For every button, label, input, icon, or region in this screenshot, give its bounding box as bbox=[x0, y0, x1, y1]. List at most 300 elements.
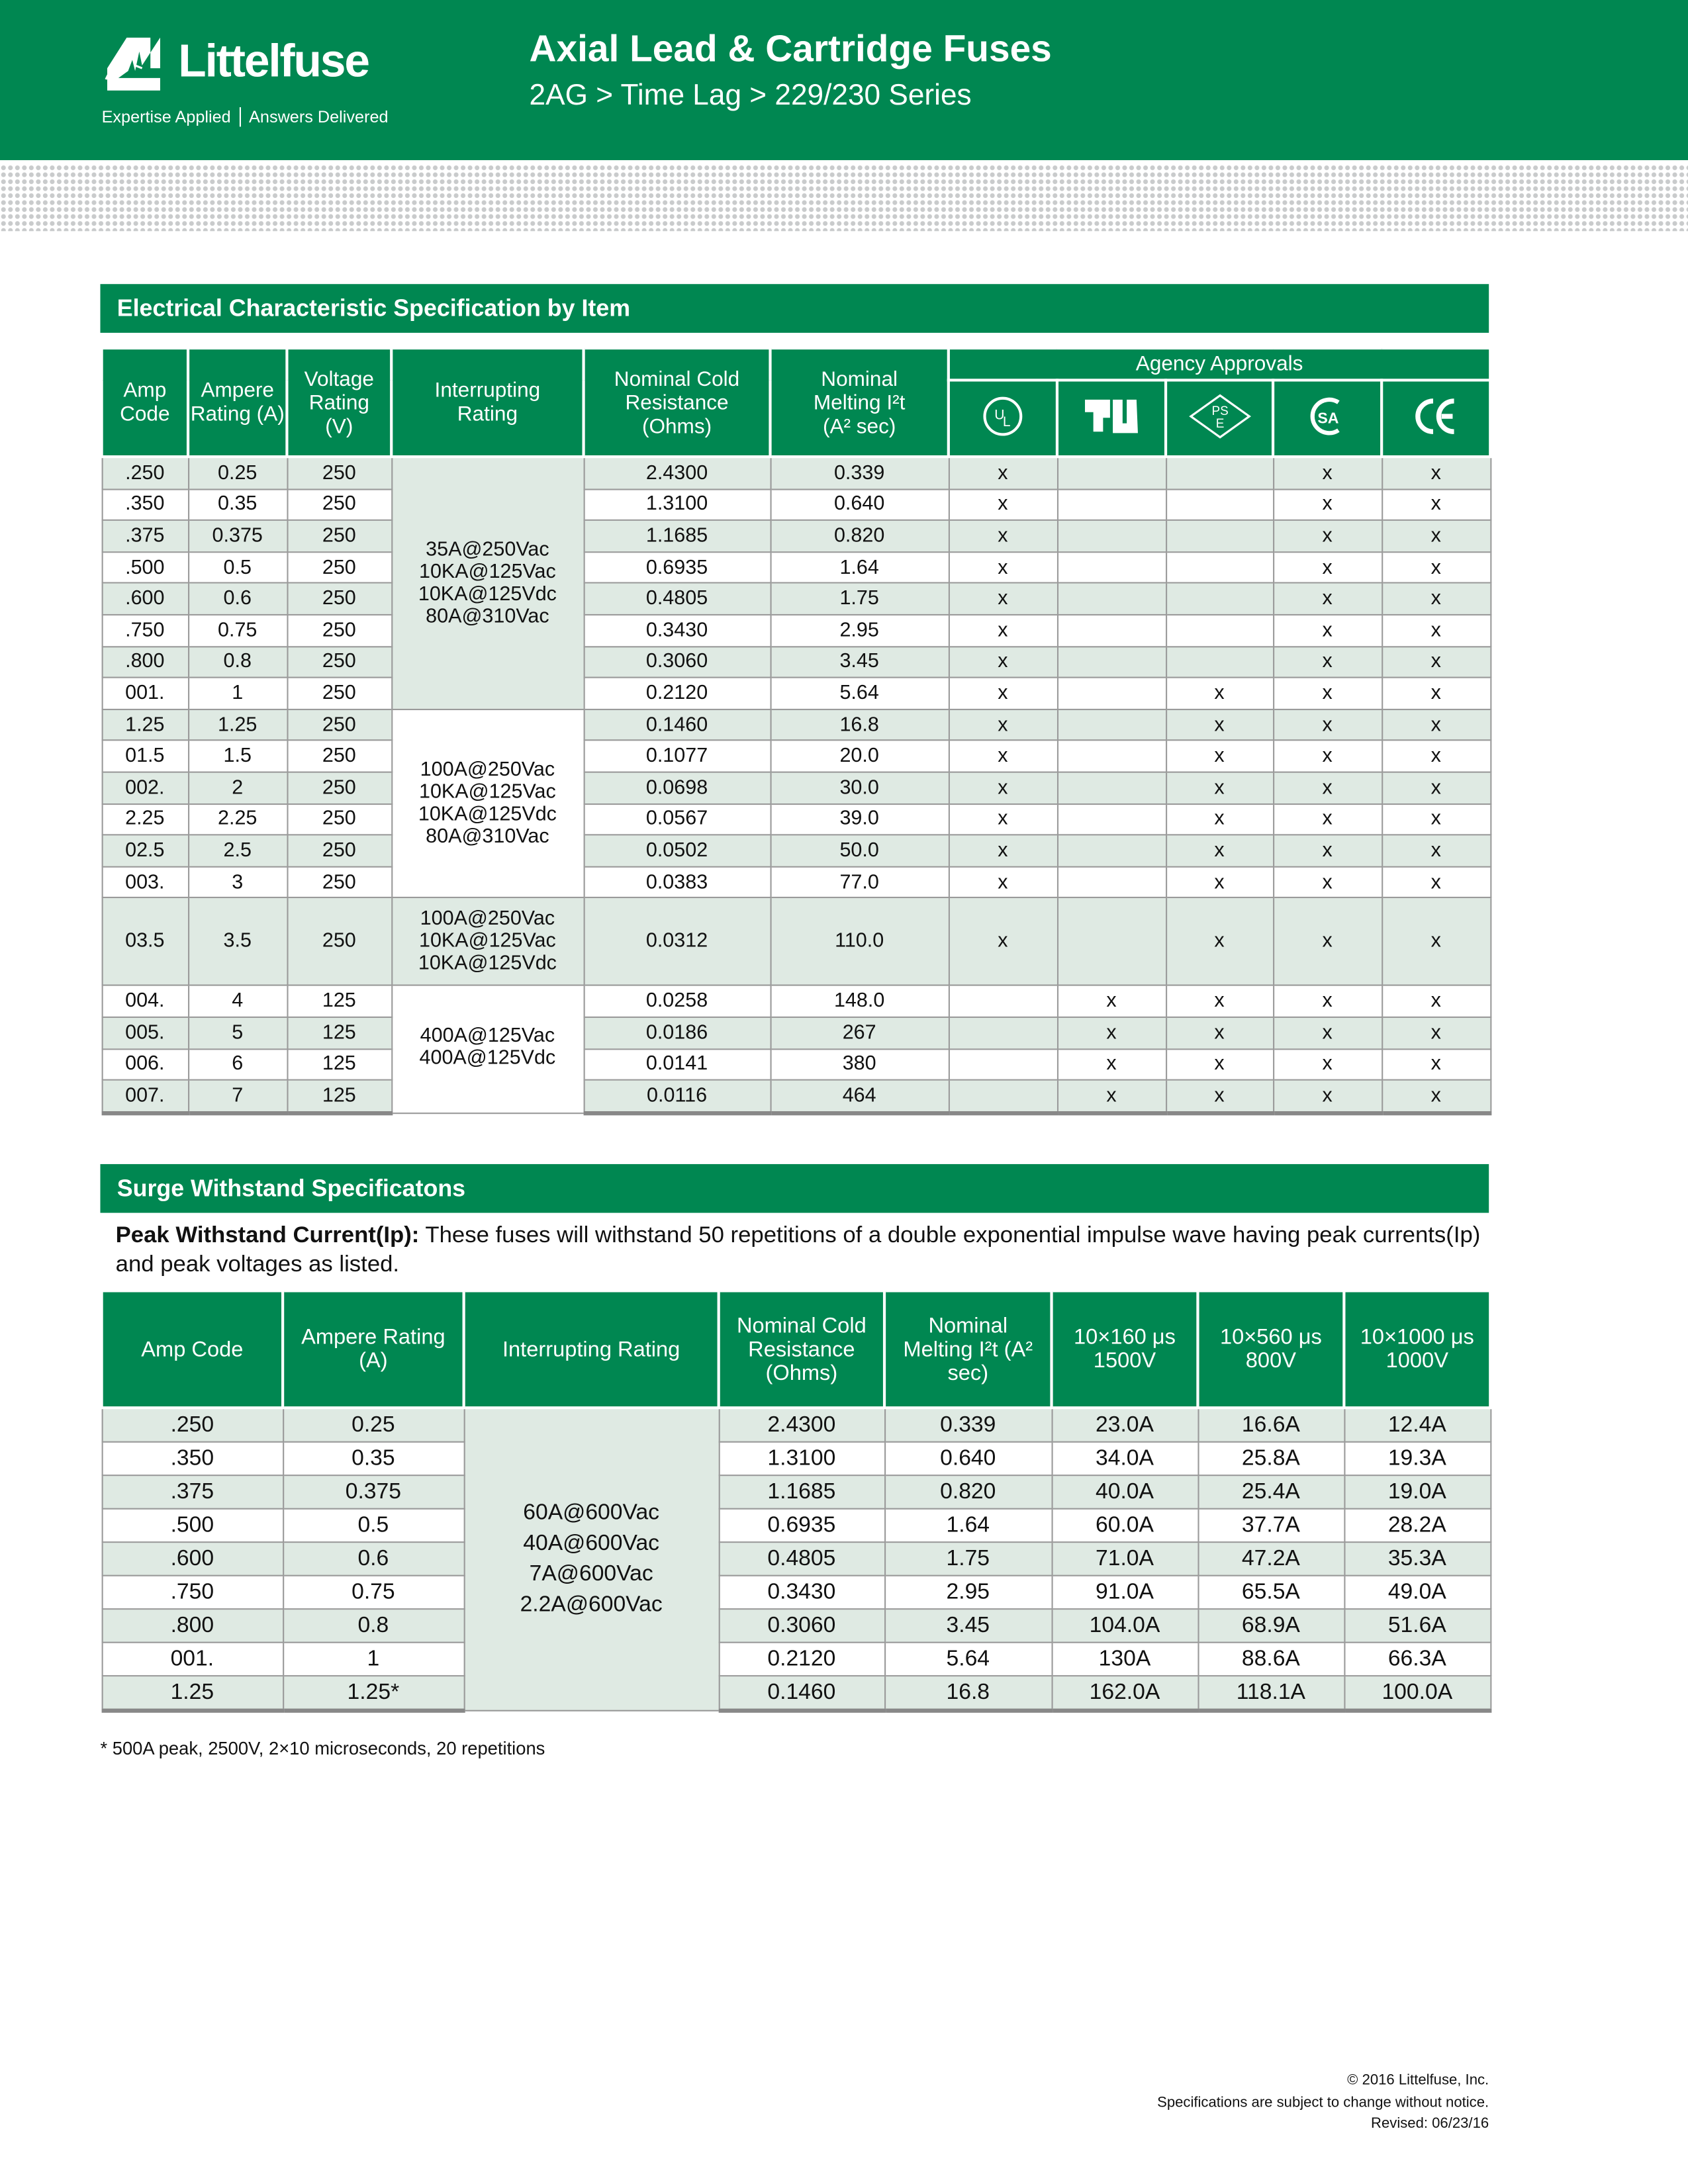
agency-mark-cell: x bbox=[1382, 678, 1490, 709]
melting-cell: 148.0 bbox=[771, 985, 949, 1017]
cold-resistance-cell: 1.3100 bbox=[584, 489, 771, 521]
surge-10x160-cell: 60.0A bbox=[1052, 1509, 1198, 1542]
agency-mark-cell: x bbox=[1166, 741, 1273, 772]
cold-resistance-cell: 0.3430 bbox=[719, 1576, 884, 1609]
agency-mark-cell: x bbox=[1273, 489, 1382, 521]
melting-cell: 5.64 bbox=[771, 678, 949, 709]
surge-10x160-cell: 91.0A bbox=[1052, 1576, 1198, 1609]
agency-mark-cell: x bbox=[1382, 835, 1490, 867]
amp-code-cell: 02.5 bbox=[102, 835, 188, 867]
agency-mark-cell bbox=[1057, 772, 1166, 804]
melting-cell: 0.640 bbox=[771, 489, 949, 521]
ampere-rating-cell: 1.25* bbox=[283, 1676, 464, 1711]
agency-mark-cell: x bbox=[1382, 457, 1490, 489]
agency-mark-cell: x bbox=[1166, 1048, 1273, 1080]
agency-mark-cell: x bbox=[1382, 985, 1490, 1017]
agency-mark-cell: x bbox=[1273, 646, 1382, 678]
table-row bbox=[102, 646, 1491, 678]
cold-resistance-cell: 0.4805 bbox=[719, 1542, 884, 1575]
interrupting-rating-cell: 400A@125Vac 400A@125Vdc bbox=[391, 985, 583, 1113]
cold-resistance-cell: 0.2120 bbox=[584, 678, 771, 709]
agency-mark-cell: x bbox=[1166, 803, 1273, 835]
agency-mark-cell: x bbox=[1273, 985, 1382, 1017]
cold-resistance-cell: 0.0698 bbox=[584, 772, 771, 804]
table-row bbox=[102, 1509, 1491, 1542]
header-voltage-rating: Voltage Rating (V) bbox=[287, 348, 391, 457]
agency-mark-cell bbox=[1057, 583, 1166, 615]
agency-mark-cell: x bbox=[1273, 457, 1382, 489]
agency-icon-cell bbox=[949, 380, 1057, 457]
ampere-rating-cell: 1.5 bbox=[188, 741, 287, 772]
cold-resistance-cell: 0.4805 bbox=[584, 583, 771, 615]
footer-copyright: © 2016 Littelfuse, Inc. bbox=[1347, 2071, 1489, 2089]
surge-spec-table bbox=[100, 1289, 1491, 1713]
agency-mark-cell: x bbox=[949, 772, 1057, 804]
amp-code-cell: 2.25 bbox=[102, 803, 188, 835]
ampere-rating-cell: 1.25 bbox=[188, 709, 287, 741]
agency-mark-cell: x bbox=[1382, 489, 1490, 521]
svg-text:U: U bbox=[994, 406, 1005, 422]
melting-cell: 16.8 bbox=[771, 709, 949, 741]
header-banner bbox=[0, 0, 1688, 160]
cold-resistance-cell: 1.3100 bbox=[719, 1442, 884, 1475]
agency-mark-cell bbox=[1057, 489, 1166, 521]
ampere-rating-cell: 0.8 bbox=[188, 646, 287, 678]
header-ampere-rating: Ampere Rating (A) bbox=[188, 348, 287, 457]
agency-mark-cell bbox=[1166, 457, 1273, 489]
agency-mark-cell bbox=[949, 1048, 1057, 1080]
amp-code-cell: .800 bbox=[102, 1609, 283, 1642]
melting-cell: 16.8 bbox=[884, 1676, 1051, 1711]
surge-10x1000-cell: 100.0A bbox=[1344, 1676, 1490, 1711]
melting-cell: 3.45 bbox=[884, 1609, 1051, 1642]
surge-header-cell: Nominal Cold Resistance (Ohms) bbox=[719, 1291, 884, 1408]
table-row bbox=[102, 1609, 1491, 1642]
surge-10x560-cell: 65.5A bbox=[1197, 1576, 1344, 1609]
tagline-left: Expertise Applied bbox=[101, 107, 231, 127]
table-row bbox=[102, 985, 1491, 1017]
voltage-rating-cell: 250 bbox=[287, 741, 391, 772]
surge-intro-label: Peak Withstand Current(Ip): bbox=[115, 1222, 420, 1248]
table-row bbox=[102, 1017, 1491, 1049]
agency-mark-cell: x bbox=[1382, 615, 1490, 647]
agency-mark-cell: x bbox=[1382, 866, 1490, 898]
agency-mark-cell: x bbox=[1273, 1048, 1382, 1080]
cold-resistance-cell: 0.0258 bbox=[584, 985, 771, 1017]
table-row bbox=[102, 898, 1491, 986]
cold-resistance-cell: 0.0383 bbox=[584, 866, 771, 898]
agency-mark-cell: x bbox=[1382, 898, 1490, 986]
agency-mark-cell: x bbox=[1273, 866, 1382, 898]
ampere-rating-cell: 0.75 bbox=[188, 615, 287, 647]
voltage-rating-cell: 250 bbox=[287, 709, 391, 741]
surge-10x160-cell: 34.0A bbox=[1052, 1442, 1198, 1475]
surge-section-title: Surge Withstand Specificatons bbox=[100, 1164, 1489, 1213]
melting-cell: 1.75 bbox=[771, 583, 949, 615]
surge-header-cell: 10×560 μs 800V bbox=[1197, 1291, 1344, 1408]
agency-mark-cell: x bbox=[949, 835, 1057, 867]
ampere-rating-cell: 3 bbox=[188, 866, 287, 898]
cold-resistance-cell: 0.0141 bbox=[584, 1048, 771, 1080]
ampere-rating-cell: 0.25 bbox=[283, 1408, 464, 1442]
page-subtitle: 2AG > Time Lag > 229/230 Series bbox=[529, 79, 972, 112]
agency-mark-cell: x bbox=[1273, 741, 1382, 772]
amp-code-cell: 1.25 bbox=[102, 1676, 283, 1711]
amp-code-cell: 004. bbox=[102, 985, 188, 1017]
melting-cell: 1.64 bbox=[771, 552, 949, 584]
agency-mark-cell: x bbox=[1057, 1048, 1166, 1080]
table-row bbox=[102, 803, 1491, 835]
voltage-rating-cell: 250 bbox=[287, 552, 391, 584]
svg-text:PS: PS bbox=[1211, 403, 1228, 418]
agency-mark-cell bbox=[1057, 709, 1166, 741]
surge-10x1000-cell: 12.4A bbox=[1344, 1408, 1490, 1442]
cold-resistance-cell: 0.0502 bbox=[584, 835, 771, 867]
ampere-rating-cell: 0.35 bbox=[283, 1442, 464, 1475]
surge-10x1000-cell: 51.6A bbox=[1344, 1609, 1490, 1642]
header-agency-approvals: Agency Approvals bbox=[949, 348, 1491, 380]
agency-mark-cell: x bbox=[1382, 552, 1490, 584]
melting-cell: 0.820 bbox=[884, 1475, 1051, 1508]
surge-10x560-cell: 88.6A bbox=[1197, 1643, 1344, 1676]
agency-mark-cell bbox=[1166, 583, 1273, 615]
csa-icon bbox=[1305, 408, 1349, 443]
table-row bbox=[102, 552, 1491, 584]
melting-cell: 380 bbox=[771, 1048, 949, 1080]
table-row bbox=[102, 866, 1491, 898]
surge-10x160-cell: 23.0A bbox=[1052, 1408, 1198, 1442]
agency-mark-cell: x bbox=[1166, 866, 1273, 898]
cold-resistance-cell: 0.0312 bbox=[584, 898, 771, 986]
footer-notice: Specifications are subject to change without notice. bbox=[1157, 2093, 1489, 2111]
ampere-rating-cell: 0.8 bbox=[283, 1609, 464, 1642]
cold-resistance-cell: 0.3430 bbox=[584, 615, 771, 647]
electrical-section-title: Electrical Characteristic Specification by Item bbox=[100, 284, 1489, 333]
ampere-rating-cell: 2 bbox=[188, 772, 287, 804]
table-row bbox=[102, 615, 1491, 647]
cold-resistance-cell: 0.1077 bbox=[584, 741, 771, 772]
ce-icon bbox=[1415, 416, 1457, 439]
ampere-rating-cell: 0.6 bbox=[283, 1542, 464, 1575]
surge-10x560-cell: 37.7A bbox=[1197, 1509, 1344, 1542]
surge-footnote: * 500A peak, 2500V, 2×10 microseconds, 20 repetitions bbox=[100, 1737, 545, 1759]
surge-header-cell: Ampere Rating (A) bbox=[283, 1291, 464, 1408]
amp-code-cell: .375 bbox=[102, 1475, 283, 1508]
surge-header-cell: 10×1000 μs 1000V bbox=[1344, 1291, 1490, 1408]
melting-cell: 39.0 bbox=[771, 803, 949, 835]
agency-mark-cell: x bbox=[1382, 741, 1490, 772]
dotted-band bbox=[0, 164, 1688, 231]
melting-cell: 77.0 bbox=[771, 866, 949, 898]
cold-resistance-cell: 1.1685 bbox=[584, 520, 771, 552]
page-footer bbox=[1157, 2071, 1489, 2136]
interrupting-rating-cell: 100A@250Vac 10KA@125Vac 10KA@125Vdc bbox=[391, 898, 583, 986]
table-row bbox=[102, 709, 1491, 741]
header-melting: Nominal Melting I²t (A² sec) bbox=[771, 348, 949, 457]
surge-10x1000-cell: 66.3A bbox=[1344, 1643, 1490, 1676]
header-cold-resistance: Nominal Cold Resistance (Ohms) bbox=[584, 348, 771, 457]
agency-mark-cell: x bbox=[949, 866, 1057, 898]
agency-mark-cell bbox=[1057, 898, 1166, 986]
ampere-rating-cell: 1 bbox=[283, 1643, 464, 1676]
interrupting-rating-cell: 60A@600Vac 40A@600Vac 7A@600Vac 2.2A@600Vac bbox=[464, 1408, 719, 1711]
melting-cell: 5.64 bbox=[884, 1643, 1051, 1676]
surge-header-cell: Interrupting Rating bbox=[464, 1291, 719, 1408]
surge-10x1000-cell: 49.0A bbox=[1344, 1576, 1490, 1609]
agency-mark-cell: x bbox=[1382, 583, 1490, 615]
surge-10x160-cell: 40.0A bbox=[1052, 1475, 1198, 1508]
surge-10x560-cell: 16.6A bbox=[1197, 1408, 1344, 1442]
agency-mark-cell bbox=[949, 985, 1057, 1017]
voltage-rating-cell: 250 bbox=[287, 583, 391, 615]
voltage-rating-cell: 125 bbox=[287, 1048, 391, 1080]
agency-mark-cell: x bbox=[1382, 646, 1490, 678]
surge-10x160-cell: 104.0A bbox=[1052, 1609, 1198, 1642]
agency-mark-cell: x bbox=[1273, 583, 1382, 615]
ampere-rating-cell: 0.5 bbox=[188, 552, 287, 584]
ampere-rating-cell: 1 bbox=[188, 678, 287, 709]
agency-mark-cell bbox=[1057, 457, 1166, 489]
pse-icon bbox=[1188, 403, 1252, 445]
amp-code-cell: .350 bbox=[102, 489, 188, 521]
voltage-rating-cell: 250 bbox=[287, 898, 391, 986]
table-row bbox=[102, 772, 1491, 804]
agency-mark-cell: x bbox=[1057, 1017, 1166, 1049]
voltage-rating-cell: 125 bbox=[287, 985, 391, 1017]
table-row bbox=[102, 741, 1491, 772]
tagline-right: Answers Delivered bbox=[249, 107, 389, 127]
melting-cell: 1.64 bbox=[884, 1509, 1051, 1542]
amp-code-cell: 001. bbox=[102, 678, 188, 709]
melting-cell: 30.0 bbox=[771, 772, 949, 804]
melting-cell: 50.0 bbox=[771, 835, 949, 867]
amp-code-cell: .750 bbox=[102, 615, 188, 647]
agency-mark-cell: x bbox=[1273, 709, 1382, 741]
ampere-rating-cell: 5 bbox=[188, 1017, 287, 1049]
header-interrupting-rating: Interrupting Rating bbox=[391, 348, 583, 457]
agency-mark-cell: x bbox=[1166, 835, 1273, 867]
table-row bbox=[102, 1048, 1491, 1080]
cold-resistance-cell: 0.2120 bbox=[719, 1643, 884, 1676]
page-title: Axial Lead & Cartridge Fuses bbox=[529, 28, 1052, 70]
melting-cell: 0.820 bbox=[771, 520, 949, 552]
amp-code-cell: 001. bbox=[102, 1643, 283, 1676]
table-row bbox=[102, 1080, 1491, 1113]
surge-intro bbox=[116, 1221, 1481, 1279]
agency-mark-cell: x bbox=[1273, 615, 1382, 647]
voltage-rating-cell: 250 bbox=[287, 615, 391, 647]
melting-cell: 2.95 bbox=[771, 615, 949, 647]
amp-code-cell: .250 bbox=[102, 457, 188, 489]
header-amp-code: Amp Code bbox=[102, 348, 188, 457]
table-row bbox=[102, 489, 1491, 521]
amp-code-cell: 002. bbox=[102, 772, 188, 804]
surge-intro-text: These fuses will withstand 50 repetitions of a double exponential impulse wave having peak currents(Ip) and peak voltages as listed. bbox=[115, 1222, 1481, 1277]
interrupting-rating-cell: 100A@250Vac 10KA@125Vac 10KA@125Vdc 80A@310Vac bbox=[391, 709, 583, 897]
agency-mark-cell: x bbox=[949, 741, 1057, 772]
cold-resistance-cell: 0.6935 bbox=[719, 1509, 884, 1542]
voltage-rating-cell: 250 bbox=[287, 457, 391, 489]
agency-mark-cell bbox=[1166, 552, 1273, 584]
cold-resistance-cell: 2.4300 bbox=[584, 457, 771, 489]
agency-mark-cell: x bbox=[1273, 1017, 1382, 1049]
voltage-rating-cell: 125 bbox=[287, 1080, 391, 1113]
agency-mark-cell bbox=[949, 1080, 1057, 1113]
surge-10x1000-cell: 35.3A bbox=[1344, 1542, 1490, 1575]
agency-mark-cell bbox=[1166, 489, 1273, 521]
ampere-rating-cell: 7 bbox=[188, 1080, 287, 1113]
surge-header-cell: 10×160 μs 1500V bbox=[1052, 1291, 1198, 1408]
agency-mark-cell bbox=[1166, 646, 1273, 678]
table-row bbox=[102, 583, 1491, 615]
amp-code-cell: .600 bbox=[102, 1542, 283, 1575]
table-row bbox=[102, 1408, 1491, 1442]
voltage-rating-cell: 250 bbox=[287, 772, 391, 804]
agency-mark-cell bbox=[1057, 741, 1166, 772]
amp-code-cell: 03.5 bbox=[102, 898, 188, 986]
agency-mark-cell bbox=[1057, 520, 1166, 552]
logo-mark-icon bbox=[100, 38, 162, 93]
agency-mark-cell bbox=[1057, 646, 1166, 678]
table-row bbox=[102, 1542, 1491, 1575]
table-row bbox=[102, 1475, 1491, 1508]
agency-mark-cell: x bbox=[1382, 520, 1490, 552]
melting-cell: 0.339 bbox=[884, 1408, 1051, 1442]
agency-mark-cell: x bbox=[949, 583, 1057, 615]
amp-code-cell: .250 bbox=[102, 1408, 283, 1442]
table-row bbox=[102, 1442, 1491, 1475]
melting-cell: 464 bbox=[771, 1080, 949, 1113]
agency-mark-cell: x bbox=[1382, 1080, 1490, 1113]
agency-mark-cell: x bbox=[949, 678, 1057, 709]
agency-mark-cell bbox=[1057, 678, 1166, 709]
ampere-rating-cell: 0.35 bbox=[188, 489, 287, 521]
surge-10x560-cell: 68.9A bbox=[1197, 1609, 1344, 1642]
table-row bbox=[102, 457, 1491, 489]
agency-mark-cell bbox=[1057, 803, 1166, 835]
agency-mark-cell: x bbox=[1057, 1080, 1166, 1113]
voltage-rating-cell: 250 bbox=[287, 678, 391, 709]
agency-mark-cell: x bbox=[1166, 772, 1273, 804]
agency-mark-cell: x bbox=[949, 520, 1057, 552]
amp-code-cell: .800 bbox=[102, 646, 188, 678]
amp-code-cell: 003. bbox=[102, 866, 188, 898]
agency-mark-cell: x bbox=[949, 646, 1057, 678]
agency-icon-cell bbox=[1057, 380, 1166, 457]
surge-10x1000-cell: 19.0A bbox=[1344, 1475, 1490, 1508]
agency-icon-cell bbox=[1382, 380, 1490, 457]
agency-mark-cell bbox=[1057, 866, 1166, 898]
melting-cell: 267 bbox=[771, 1017, 949, 1049]
amp-code-cell: 1.25 bbox=[102, 709, 188, 741]
surge-header-cell: Nominal Melting I²t (A² sec) bbox=[884, 1291, 1051, 1408]
cold-resistance-cell: 2.4300 bbox=[719, 1408, 884, 1442]
ampere-rating-cell: 0.375 bbox=[188, 520, 287, 552]
agency-mark-cell: x bbox=[949, 615, 1057, 647]
voltage-rating-cell: 250 bbox=[287, 489, 391, 521]
agency-mark-cell: x bbox=[1382, 1048, 1490, 1080]
melting-cell: 2.95 bbox=[884, 1576, 1051, 1609]
svg-text:L: L bbox=[1002, 413, 1011, 429]
agency-mark-cell: x bbox=[1166, 678, 1273, 709]
agency-mark-cell: x bbox=[949, 709, 1057, 741]
surge-10x560-cell: 25.4A bbox=[1197, 1475, 1344, 1508]
surge-10x1000-cell: 28.2A bbox=[1344, 1509, 1490, 1542]
agency-mark-cell: x bbox=[1273, 898, 1382, 986]
amp-code-cell: .375 bbox=[102, 520, 188, 552]
amp-code-cell: .750 bbox=[102, 1576, 283, 1609]
ul-listed-icon bbox=[982, 406, 1023, 442]
voltage-rating-cell: 250 bbox=[287, 520, 391, 552]
ampere-rating-cell: 0.5 bbox=[283, 1509, 464, 1542]
agency-mark-cell: x bbox=[949, 457, 1057, 489]
surge-10x160-cell: 71.0A bbox=[1052, 1542, 1198, 1575]
surge-10x560-cell: 47.2A bbox=[1197, 1542, 1344, 1575]
agency-icon-cell bbox=[1273, 380, 1382, 457]
ampere-rating-cell: 0.25 bbox=[188, 457, 287, 489]
interrupting-rating-cell: 35A@250Vac 10KA@125Vac 10KA@125Vdc 80A@310Vac bbox=[391, 457, 583, 709]
svg-text:E: E bbox=[1215, 416, 1224, 430]
melting-cell: 110.0 bbox=[771, 898, 949, 986]
cold-resistance-cell: 0.3060 bbox=[584, 646, 771, 678]
agency-mark-cell: x bbox=[949, 898, 1057, 986]
voltage-rating-cell: 250 bbox=[287, 835, 391, 867]
table-row bbox=[102, 520, 1491, 552]
agency-mark-cell: x bbox=[1273, 835, 1382, 867]
logo-wordmark: Littelfuse bbox=[178, 34, 369, 87]
logo-tagline bbox=[102, 107, 389, 126]
agency-mark-cell bbox=[1166, 520, 1273, 552]
ampere-rating-cell: 6 bbox=[188, 1048, 287, 1080]
agency-mark-cell: x bbox=[1382, 709, 1490, 741]
agency-mark-cell: x bbox=[1382, 772, 1490, 804]
agency-mark-cell: x bbox=[1166, 898, 1273, 986]
agency-mark-cell: x bbox=[1166, 985, 1273, 1017]
agency-mark-cell: x bbox=[1057, 985, 1166, 1017]
melting-cell: 3.45 bbox=[771, 646, 949, 678]
amp-code-cell: 005. bbox=[102, 1017, 188, 1049]
cold-resistance-cell: 0.0116 bbox=[584, 1080, 771, 1113]
tagline-divider bbox=[239, 107, 240, 126]
cold-resistance-cell: 0.0186 bbox=[584, 1017, 771, 1049]
surge-10x560-cell: 25.8A bbox=[1197, 1442, 1344, 1475]
agency-mark-cell: x bbox=[1382, 1017, 1490, 1049]
agency-mark-cell: x bbox=[949, 803, 1057, 835]
table-row bbox=[102, 1643, 1491, 1676]
agency-mark-cell: x bbox=[1273, 772, 1382, 804]
agency-mark-cell: x bbox=[1382, 803, 1490, 835]
table-row bbox=[102, 678, 1491, 709]
footer-revised: Revised: 06/23/16 bbox=[1371, 2115, 1489, 2132]
electrical-spec-table bbox=[100, 347, 1491, 1115]
cold-resistance-cell: 0.1460 bbox=[719, 1676, 884, 1711]
agency-mark-cell bbox=[949, 1017, 1057, 1049]
cold-resistance-cell: 0.1460 bbox=[584, 709, 771, 741]
voltage-rating-cell: 250 bbox=[287, 803, 391, 835]
melting-cell: 20.0 bbox=[771, 741, 949, 772]
amp-code-cell: .350 bbox=[102, 1442, 283, 1475]
agency-mark-cell: x bbox=[1273, 678, 1382, 709]
agency-mark-cell: x bbox=[1166, 709, 1273, 741]
ampere-rating-cell: 2.25 bbox=[188, 803, 287, 835]
agency-mark-cell: x bbox=[1273, 1080, 1382, 1113]
voltage-rating-cell: 125 bbox=[287, 1017, 391, 1049]
table-row bbox=[102, 835, 1491, 867]
ampere-rating-cell: 4 bbox=[188, 985, 287, 1017]
table-row bbox=[102, 1576, 1491, 1609]
agency-mark-cell: x bbox=[1166, 1017, 1273, 1049]
svg-text:SA: SA bbox=[1317, 408, 1339, 426]
